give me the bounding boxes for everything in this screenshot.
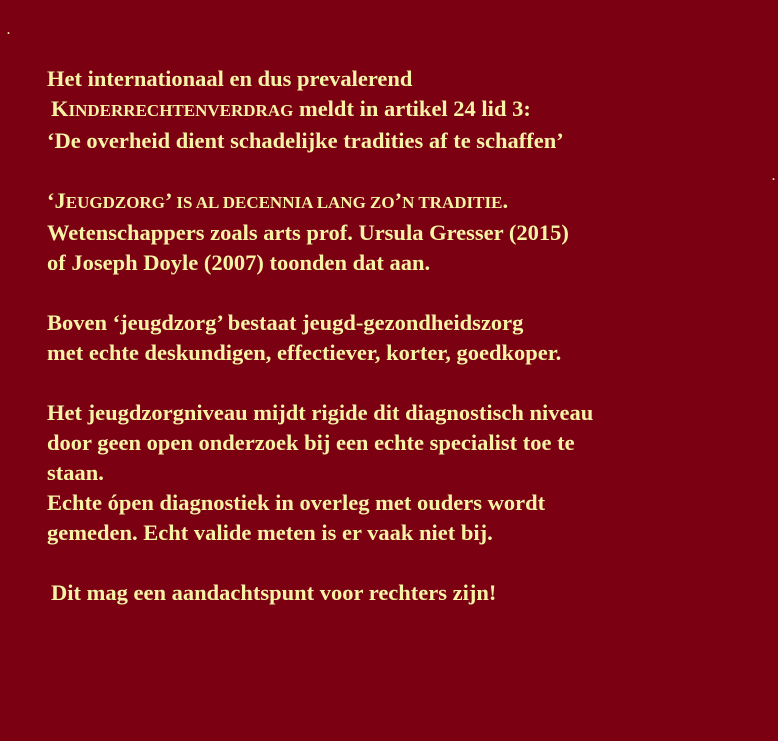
text-line	[47, 398, 772, 428]
paragraph-3	[47, 308, 772, 368]
text-line	[47, 64, 772, 94]
paragraph-5	[51, 578, 772, 608]
text-run: of Joseph Doyle (2007) toonden dat aan.	[47, 250, 431, 275]
text-line	[47, 518, 772, 548]
text-run: ’	[164, 188, 177, 213]
text-run: Het jeugdzorgniveau mijdt rigide dit diagnostisch niveau	[47, 400, 594, 425]
text-run: staan.	[47, 460, 104, 485]
text-line	[47, 338, 772, 368]
text-run: INDERRECHTENVERDRAG	[68, 101, 294, 120]
text-line	[47, 248, 772, 278]
paragraph-2	[47, 186, 772, 278]
text-line	[47, 458, 772, 488]
text-line	[47, 126, 772, 156]
text-run: Dit mag een aandachtspunt voor rechters zijn!	[51, 580, 497, 605]
text-run: Het internationaal en dus prevalerend	[47, 66, 413, 91]
text-run: K	[51, 96, 69, 121]
text-line	[47, 308, 772, 338]
stray-dot-right: .	[772, 169, 775, 183]
paragraph-1	[47, 64, 772, 156]
text-line	[47, 218, 772, 248]
text-run: ’	[394, 188, 403, 213]
text-line	[51, 94, 772, 126]
text-line	[47, 186, 772, 218]
body-text	[47, 64, 772, 608]
text-line	[51, 578, 772, 608]
text-run: EUGDZORG	[65, 193, 165, 212]
text-run: .	[502, 188, 509, 213]
text-run: N TRADITIE	[402, 193, 503, 212]
text-run: Boven ‘jeugdzorg’ bestaat jeugd-gezondheidszorg	[47, 310, 524, 335]
text-run: IS AL DECENNIA LANG ZO	[176, 193, 395, 212]
text-run: gemeden. Echt valide meten is er vaak niet bij.	[47, 520, 493, 545]
text-run: met echte deskundigen, effectiever, korter, goedkoper.	[47, 340, 562, 365]
text-line	[47, 428, 772, 458]
text-run: ‘De overheid dient schadelijke tradities af te schaffen’	[47, 128, 564, 153]
text-run: meldt in artikel 24 lid 3:	[293, 96, 531, 121]
text-line	[47, 488, 772, 518]
stray-dot: .	[7, 23, 10, 37]
text-run: Echte ópen diagnostiek in overleg met ouders wordt	[47, 490, 546, 515]
paragraph-4	[47, 398, 772, 548]
text-run: door geen open onderzoek bij een echte specialist toe te	[47, 430, 575, 455]
text-run: ‘J	[47, 188, 66, 213]
text-run: Wetenschappers zoals arts prof. Ursula Gresser (2015)	[47, 220, 569, 245]
